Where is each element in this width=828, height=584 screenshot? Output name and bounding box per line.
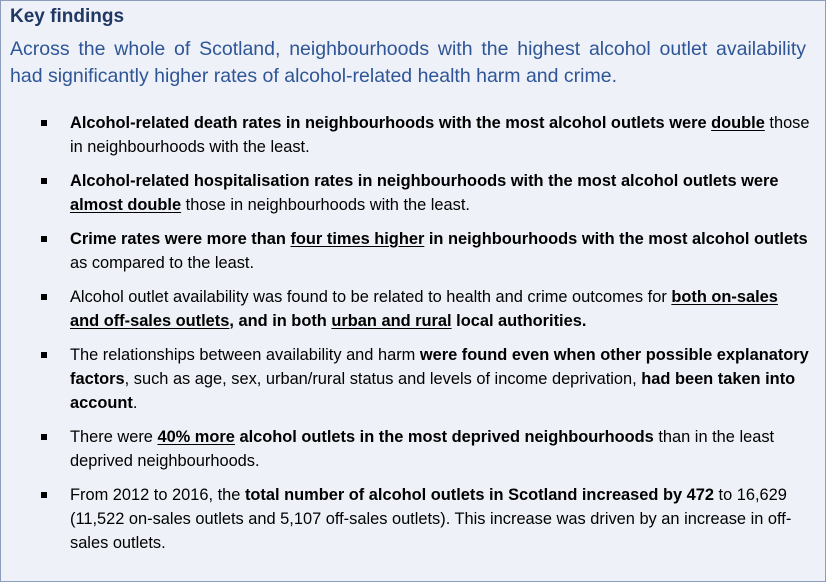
finding-text-segment: to 16,629 (11,522 on-sales outlets and 5,107 off-sales outlets). This increase was driven by an increase in off-sales outlets. xyxy=(70,486,792,552)
finding-text-segment: total number of alcohol outlets in Scotland increased by 472 xyxy=(244,486,714,504)
finding-text-segment: . xyxy=(132,394,138,412)
finding-text-segment: those in neighbourhoods with the least. xyxy=(181,196,470,214)
finding-text-segment: , such as age, sex, urban/rural status and levels of income deprivation, xyxy=(124,370,642,388)
finding-text-segment: Crime rates were more than xyxy=(70,230,291,248)
finding-text-segment: in neighbourhoods with the most alcohol outlets xyxy=(424,230,808,248)
key-findings-title: Key findings xyxy=(10,6,125,27)
finding-item xyxy=(1,227,827,275)
bullet-icon xyxy=(41,178,47,184)
bullet-icon xyxy=(41,236,47,242)
bullet-icon xyxy=(41,294,47,300)
finding-text-segment: than in the least deprived neighbourhoods. xyxy=(70,428,775,470)
bullet-icon xyxy=(41,434,47,440)
finding-text-segment: 40% more xyxy=(157,428,235,446)
bullet-icon xyxy=(41,492,47,498)
finding-text-segment: both on-sales and off-sales outlets xyxy=(70,288,778,330)
finding-item xyxy=(1,425,827,473)
finding-text-segment: as compared to the least. xyxy=(70,254,255,272)
finding-text-segment: local authorities. xyxy=(451,312,587,330)
findings-list xyxy=(1,111,827,565)
finding-text-segment: From 2012 to 2016, the xyxy=(70,486,245,504)
finding-text-segment: those in neighbourhoods with the least. xyxy=(70,114,810,156)
finding-item xyxy=(1,483,827,555)
finding-text-segment: Alcohol-related death rates in neighbourhoods with the most alcohol outlets were xyxy=(70,114,712,132)
finding-item xyxy=(1,111,827,159)
finding-text-segment: alcohol outlets in the most deprived neighbourhoods xyxy=(234,428,654,446)
finding-text-segment: four times higher xyxy=(290,230,425,248)
finding-text-segment: were found even when other possible explanatory factors xyxy=(70,346,809,388)
finding-text-segment: double xyxy=(711,114,765,132)
finding-text-segment: Alcohol-related hospitalisation rates in neighbourhoods with the most alcohol outlets were xyxy=(70,172,779,190)
bullet-icon xyxy=(41,352,47,358)
finding-item xyxy=(1,285,827,333)
finding-text-segment: almost double xyxy=(70,196,182,214)
finding-item xyxy=(1,343,827,415)
finding-item xyxy=(1,169,827,217)
finding-text-segment: Alcohol outlet availability was found to be related to health and crime outcomes for xyxy=(70,288,672,306)
finding-text-segment: , and in both xyxy=(229,312,332,330)
bullet-icon xyxy=(41,120,47,126)
key-findings-intro: Across the whole of Scotland, neighbourhoods with the highest alcohol outlet availability had significantly higher rates of alcohol-related health harm and crime. xyxy=(10,38,806,87)
finding-text-segment: had been taken into account xyxy=(70,370,796,412)
finding-text-segment: The relationships between availability and harm xyxy=(70,346,420,364)
finding-text-segment: urban and rural xyxy=(331,312,452,330)
finding-text-segment: There were xyxy=(70,428,158,446)
